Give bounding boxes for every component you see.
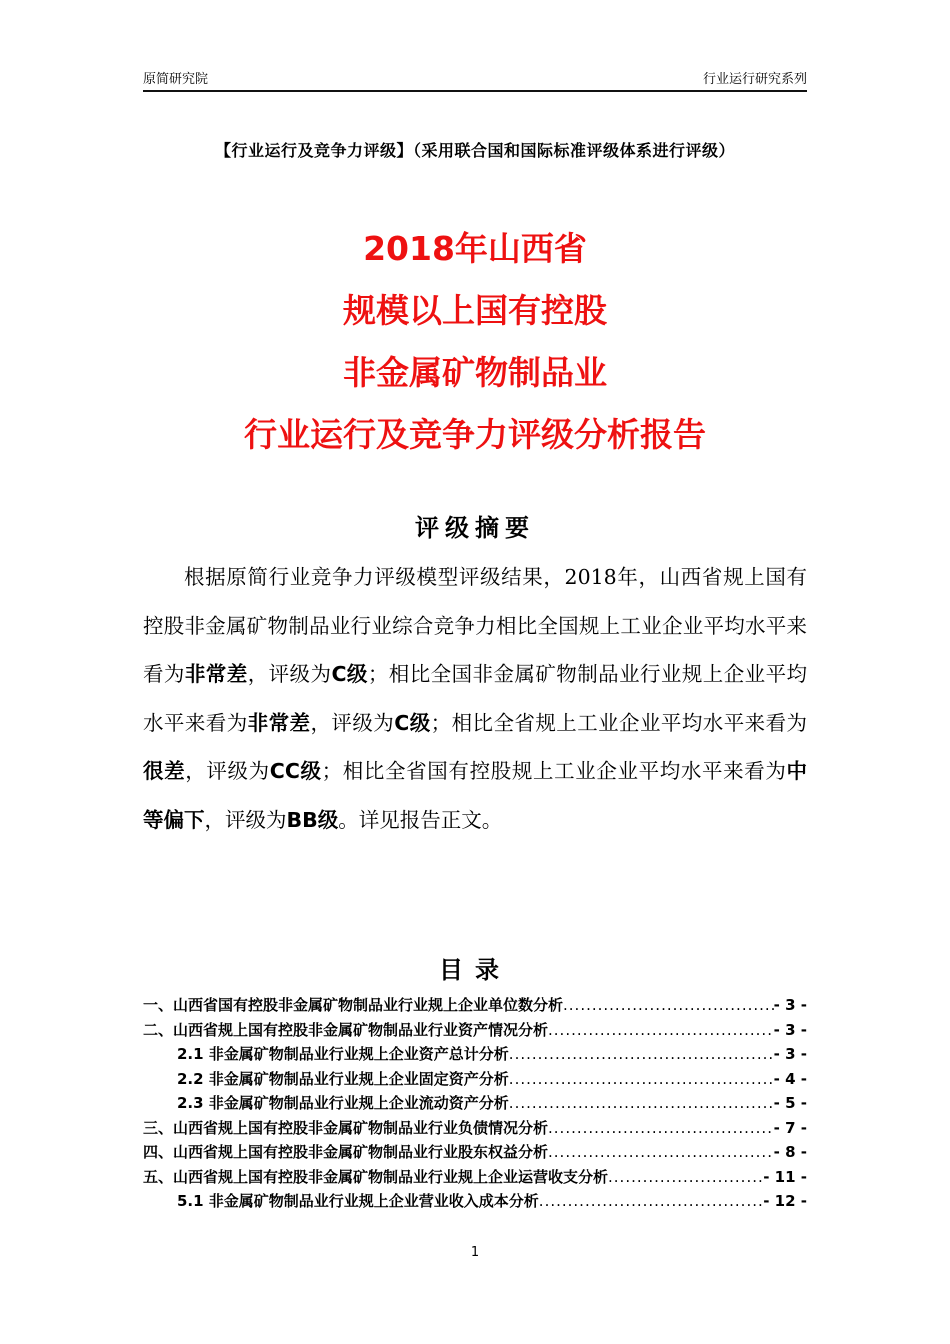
summary-text: ，评级为 bbox=[247, 662, 332, 686]
toc-item-page: - 4 - bbox=[773, 1069, 807, 1088]
title-line-1: 2018年山西省 bbox=[363, 229, 587, 268]
summary-grade: C级 bbox=[331, 662, 368, 686]
toc-item-label: 2.2 非金属矿物制品业行业规上企业固定资产分析 bbox=[177, 1069, 509, 1088]
summary-text: ，评级为 bbox=[204, 807, 287, 832]
toc-item[interactable] bbox=[143, 1091, 807, 1116]
toc-leader-dots bbox=[509, 1091, 774, 1116]
toc-leader-dots bbox=[608, 1165, 763, 1190]
summary-text: 根据原简行业竞争力评级模型评级结果，2018年，山西省规上国有控股非金属矿物制品业行业综合竞争力相比全国规上工业企业平均水平来看为 bbox=[143, 565, 807, 686]
toc-item[interactable] bbox=[143, 1018, 807, 1043]
summary-heading: 评级摘要 bbox=[415, 514, 535, 542]
toc-item-label: 四、山西省规上国有控股非金属矿物制品业行业股东权益分析 bbox=[143, 1143, 549, 1161]
title-line-3: 非金属矿物制品业 bbox=[343, 353, 607, 392]
title-line-2: 规模以上国有控股 bbox=[343, 291, 607, 330]
toc-item-label: 一、山西省国有控股非金属矿物制品业行业规上企业单位数分析 bbox=[143, 996, 564, 1014]
summary-emphasis: 中等偏下 bbox=[143, 759, 808, 832]
toc-leader-dots bbox=[509, 1042, 774, 1067]
summary-paragraph bbox=[143, 553, 807, 844]
toc-leader-dots bbox=[539, 1189, 763, 1214]
summary-grade: BB级 bbox=[286, 807, 339, 832]
toc-item-label: 2.3 非金属矿物制品业行业规上企业流动资产分析 bbox=[177, 1094, 509, 1112]
toc-item[interactable] bbox=[143, 1189, 807, 1214]
toc-item-page: - 3 - bbox=[773, 1045, 807, 1063]
summary-text: ，评级为 bbox=[310, 710, 395, 735]
toc-item-page: - 12 - bbox=[763, 1192, 807, 1210]
toc-leader-dots bbox=[548, 1018, 774, 1043]
toc-leader-dots bbox=[509, 1067, 774, 1092]
toc-item[interactable] bbox=[143, 1042, 807, 1067]
summary-emphasis: 非常差 bbox=[184, 662, 248, 686]
toc-item[interactable] bbox=[143, 1067, 807, 1092]
toc-leader-dots bbox=[548, 1140, 774, 1165]
toc-item[interactable] bbox=[143, 1140, 807, 1165]
toc-item-label: 三、山西省规上国有控股非金属矿物制品业行业负债情况分析 bbox=[143, 1118, 549, 1137]
toc-item-page: - 3 - bbox=[773, 1020, 807, 1039]
title-line-4: 行业运行及竞争力评级分析报告 bbox=[244, 415, 706, 454]
toc-item-label: 二、山西省规上国有控股非金属矿物制品业行业资产情况分析 bbox=[143, 1020, 549, 1039]
toc-item-page: - 5 - bbox=[773, 1094, 807, 1112]
report-title bbox=[0, 218, 950, 466]
header-publisher: 原简研究院 bbox=[143, 72, 209, 87]
toc-item[interactable] bbox=[143, 993, 807, 1018]
toc-item-page: - 7 - bbox=[773, 1118, 807, 1137]
summary-text: ；相比全省规上工业企业平均水平来看为 bbox=[430, 710, 808, 735]
toc-item[interactable] bbox=[143, 1165, 807, 1190]
summary-grade: C级 bbox=[394, 710, 431, 735]
page-number: 1 bbox=[470, 1245, 480, 1260]
summary-text: 。详见报告正文。 bbox=[338, 807, 503, 832]
summary-text: ；相比全省国有控股规上工业企业平均水平来看为 bbox=[321, 759, 787, 783]
summary-emphasis: 非常差 bbox=[247, 710, 311, 735]
page-header bbox=[143, 66, 807, 92]
toc-item-label: 5.1 非金属矿物制品业行业规上企业营业收入成本分析 bbox=[177, 1192, 539, 1210]
toc-leader-dots bbox=[548, 1116, 774, 1141]
toc-leader-dots bbox=[563, 993, 774, 1018]
summary-text: ，评级为 bbox=[185, 759, 270, 783]
toc-item-page: - 11 - bbox=[763, 1167, 807, 1186]
rating-note: 【行业运行及竞争力评级】（采用联合国和国际标准评级体系进行评级） bbox=[214, 141, 735, 160]
toc-item-label: 五、山西省规上国有控股非金属矿物制品业行业规上企业运营收支分析 bbox=[143, 1167, 609, 1186]
summary-text: ；相比全国非金属矿物制品业行业规上企业平均水平来看为 bbox=[143, 662, 808, 735]
toc-item[interactable] bbox=[143, 1116, 807, 1141]
summary-emphasis: 很差 bbox=[143, 759, 186, 783]
summary-grade: CC级 bbox=[269, 759, 322, 783]
header-series: 行业运行研究系列 bbox=[702, 72, 807, 87]
toc-item-page: - 8 - bbox=[773, 1143, 807, 1161]
toc-heading: 目录 bbox=[439, 956, 511, 984]
toc-item-page: - 3 - bbox=[773, 996, 807, 1014]
table-of-contents bbox=[143, 993, 807, 1214]
toc-item-label: 2.1 非金属矿物制品业行业规上企业资产总计分析 bbox=[177, 1045, 509, 1063]
